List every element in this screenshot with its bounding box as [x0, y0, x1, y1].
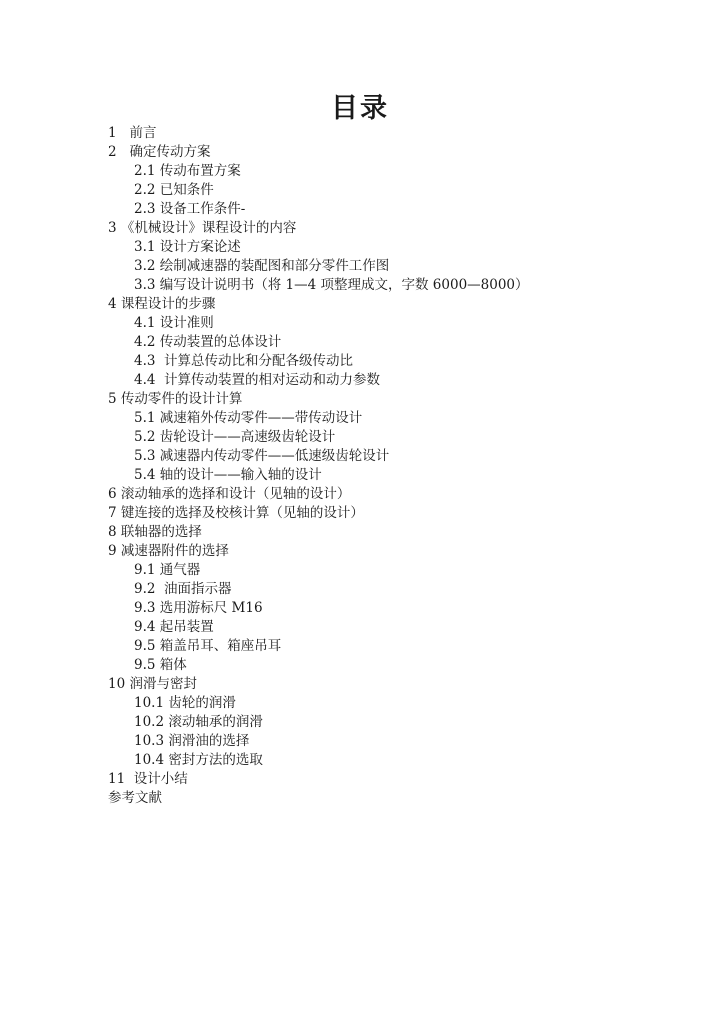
toc-subsection-entry: 4.3 计算总传动比和分配各级传动比	[134, 353, 354, 369]
toc-subsection-entry: 5.4 轴的设计——输入轴的设计	[134, 467, 322, 483]
toc-section-entry: 参考文献	[108, 790, 162, 806]
toc-subsection-entry: 9.2 油面指示器	[134, 581, 232, 597]
toc-subsection-entry: 9.1 通气器	[134, 562, 201, 578]
toc-subsection-entry: 5.3 减速器内传动零件——低速级齿轮设计	[134, 448, 390, 464]
toc-subsection-entry: 2.3 设备工作条件-	[134, 201, 246, 217]
toc-section-entry: 10 润滑与密封	[108, 676, 197, 692]
toc-subsection-entry: 5.1 减速箱外传动零件——带传动设计	[134, 410, 363, 426]
toc-subsection-entry: 5.2 齿轮设计——高速级齿轮设计	[134, 429, 336, 445]
toc-subsection-entry: 3.1 设计方案论述	[134, 239, 241, 255]
toc-subsection-entry: 3.3 编写设计说明书（将 1—4 项整理成文，字数 6000—8000）	[134, 277, 529, 293]
toc-section-entry: 3 《机械设计》课程设计的内容	[108, 220, 297, 236]
toc-subsection-entry: 10.3 润滑油的选择	[134, 733, 250, 749]
toc-subsection-entry: 3.2 绘制减速器的装配图和部分零件工作图	[134, 258, 390, 274]
toc-subsection-entry: 10.1 齿轮的润滑	[134, 695, 236, 711]
toc-section-entry: 5 传动零件的设计计算	[108, 391, 243, 407]
toc-subsection-entry: 9.4 起吊装置	[134, 619, 214, 635]
toc-subsection-entry: 10.2 滚动轴承的润滑	[134, 714, 263, 730]
toc-subsection-entry: 9.5 箱体	[134, 657, 187, 673]
page-title: 目录	[331, 93, 389, 124]
toc-subsection-entry: 9.5 箱盖吊耳、箱座吊耳	[134, 638, 282, 654]
toc-subsection-entry: 10.4 密封方法的选取	[134, 752, 263, 768]
toc-subsection-entry: 2.1 传动布置方案	[134, 163, 241, 179]
toc-subsection-entry: 9.3 选用游标尺 M16	[134, 600, 263, 616]
toc-section-entry: 9 减速器附件的选择	[108, 543, 229, 559]
toc-subsection-entry: 4.1 设计准则	[134, 315, 214, 331]
toc-section-entry: 8 联轴器的选择	[108, 524, 202, 540]
toc-section-entry: 1 前言	[108, 125, 157, 141]
toc-section-entry: 11 设计小结	[108, 771, 188, 787]
toc-subsection-entry: 2.2 已知条件	[134, 182, 214, 198]
table-of-contents	[108, 124, 668, 808]
toc-section-entry: 7 键连接的选择及校核计算（见轴的设计）	[108, 505, 364, 521]
toc-subsection-entry: 4.2 传动装置的总体设计	[134, 334, 282, 350]
toc-section-entry: 4 课程设计的步骤	[108, 296, 216, 312]
toc-subsection-entry: 4.4 计算传动装置的相对运动和动力参数	[134, 372, 381, 388]
toc-section-entry: 2 确定传动方案	[108, 144, 211, 160]
toc-section-entry: 6 滚动轴承的选择和设计（见轴的设计）	[108, 486, 351, 502]
